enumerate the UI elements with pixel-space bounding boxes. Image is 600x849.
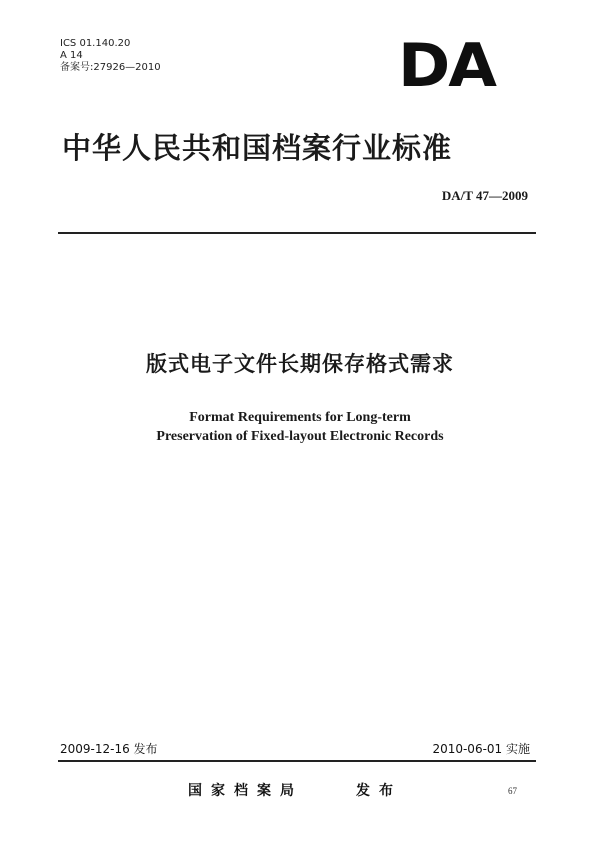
issuing-authority: 国家档案局 [188, 783, 303, 799]
record-number: 备案号:27926—2010 [60, 62, 161, 73]
issue-date: 2009-12-16 发布 [60, 742, 158, 756]
ics-code: ICS 01.140.20 [60, 38, 131, 49]
bottom-divider [58, 760, 536, 762]
document-title-chinese: 版式电子文件长期保存格式需求 [146, 352, 454, 376]
page-number: 67 [508, 786, 517, 796]
classification-code: A 14 [60, 50, 83, 61]
top-divider [58, 232, 536, 234]
issue-label: 发布 [356, 783, 402, 799]
da-logo: DA [398, 31, 495, 101]
implementation-date: 2010-06-01 实施 [432, 742, 530, 756]
document-title-english-line1: Format Requirements for Long-term [189, 410, 411, 425]
standard-title: 中华人民共和国档案行业标准 [62, 131, 453, 165]
standard-number: DA/T 47—2009 [441, 188, 528, 203]
document-title-english-line2: Preservation of Fixed-layout Electronic Records [156, 429, 444, 444]
